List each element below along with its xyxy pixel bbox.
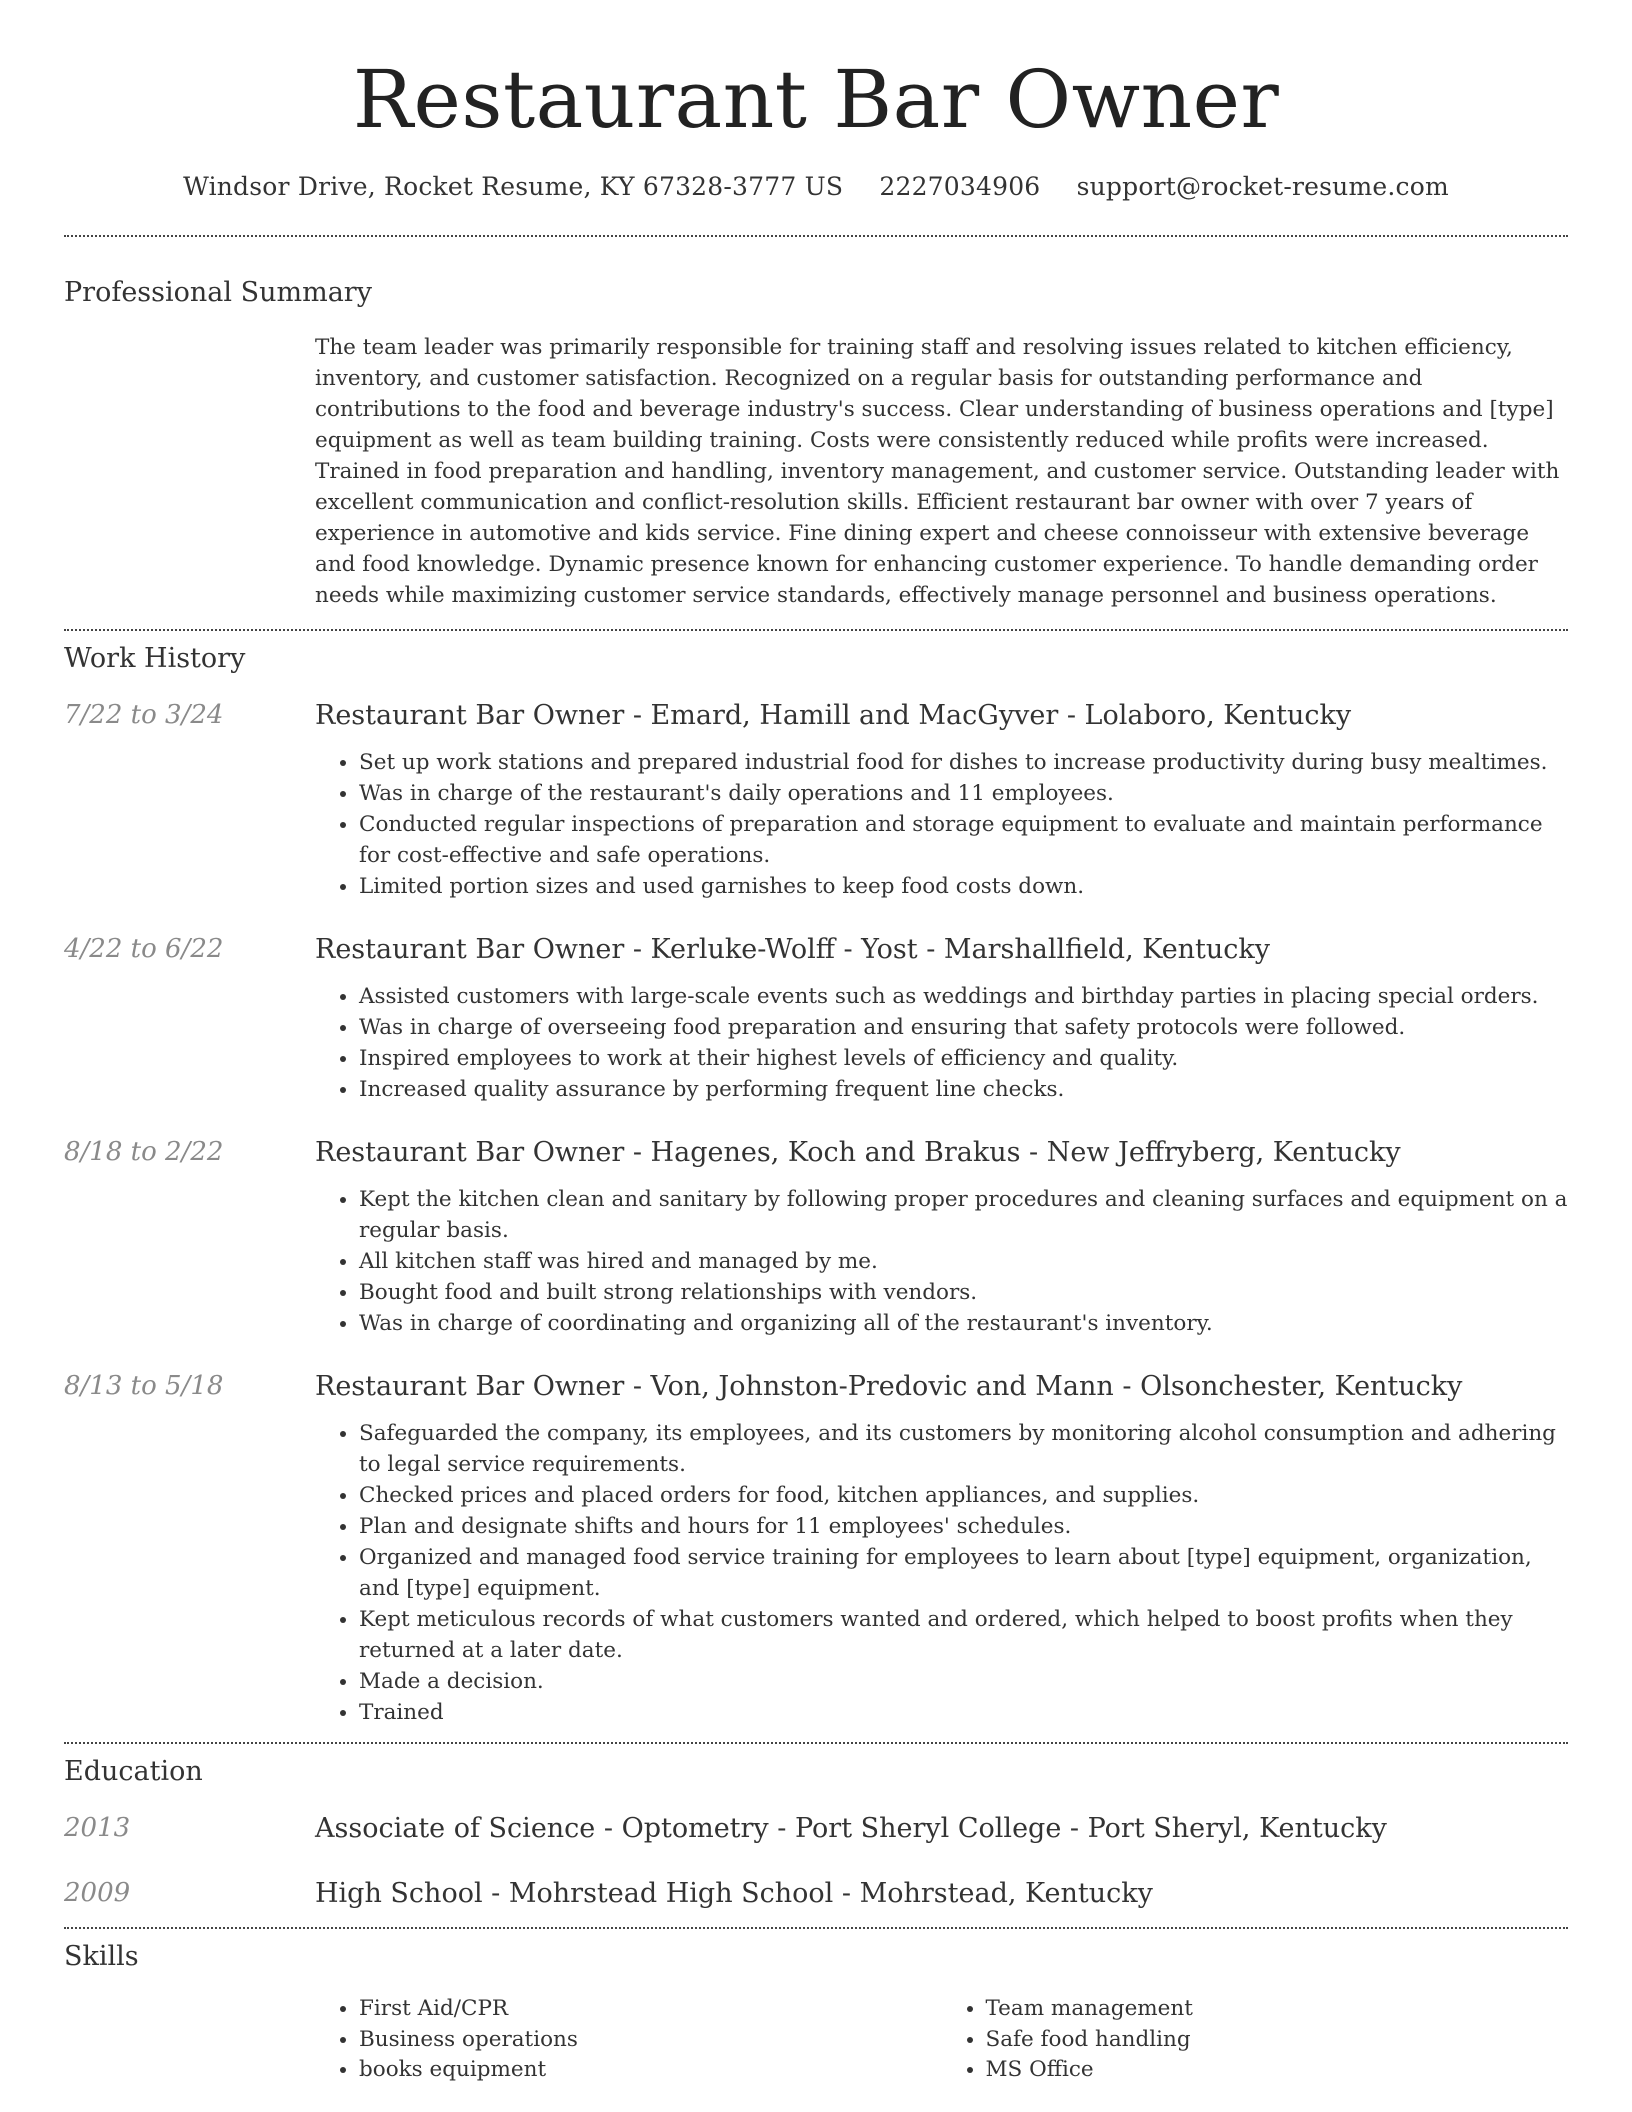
education-year: 2013	[64, 1813, 131, 1843]
education-heading: High School - Mohrstead High School - Mohrstead, Kentucky	[315, 1878, 1153, 1909]
list-item: • Kept the kitchen clean and sanitary by following proper procedures and cleaning surfaces and equipment on a regular basis.	[359, 1184, 1568, 1246]
work-history-title: Work History	[64, 643, 246, 674]
skill-item: • Safe food handling	[986, 2025, 1569, 2056]
job-bullets	[315, 981, 1568, 1105]
job-heading: Restaurant Bar Owner - Von, Johnston-Predovic and Mann - Olsonchester, Kentucky	[315, 1371, 1463, 1402]
skill-item: • First Aid/CPR	[359, 1994, 942, 2025]
divider	[64, 629, 1568, 631]
job-dates: 8/18 to 2/22	[64, 1137, 224, 1167]
list-item: • Was in charge of coordinating and organizing all of the restaurant's inventory.	[359, 1308, 1568, 1339]
job-bullets	[315, 747, 1568, 902]
list-item: • Bought food and built strong relationships with vendors.	[359, 1277, 1568, 1308]
list-item: • Checked prices and placed orders for food, kitchen appliances, and supplies.	[359, 1480, 1568, 1511]
list-item: • All kitchen staff was hired and managed by me.	[359, 1246, 1568, 1277]
education-entry	[64, 1878, 1568, 1909]
divider	[64, 1927, 1568, 1929]
list-item: • Conducted regular inspections of preparation and storage equipment to evaluate and maintain performance for cost-effective and safe operations.	[359, 809, 1568, 871]
list-item: • Organized and managed food service training for employees to learn about [type] equipment, organization, and [type] equipment.	[359, 1542, 1568, 1604]
education-heading: Associate of Science - Optometry - Port Sheryl College - Port Sheryl, Kentucky	[315, 1813, 1387, 1844]
job-dates: 7/22 to 3/24	[64, 700, 224, 730]
skill-item: • Business operations	[359, 2025, 942, 2056]
job-entry	[64, 934, 1568, 1105]
list-item: • Kept meticulous records of what customers wanted and ordered, which helped to boost profits when they returned at a later date.	[359, 1604, 1568, 1666]
list-item: • Plan and designate shifts and hours for 11 employees' schedules.	[359, 1511, 1568, 1542]
phone: 2227034906	[879, 172, 1041, 201]
education-year: 2009	[64, 1878, 131, 1908]
skill-item: • MS Office	[986, 2055, 1569, 2086]
work-history-section	[64, 643, 1568, 1728]
education-section	[64, 1756, 1568, 1909]
list-item: • Was in charge of the restaurant's daily operations and 11 employees.	[359, 778, 1568, 809]
list-item: • Assisted customers with large-scale events such as weddings and birthday parties in placing special orders.	[359, 981, 1568, 1012]
address: Windsor Drive, Rocket Resume, KY 67328-3777 US	[183, 172, 844, 201]
job-entry	[64, 1371, 1568, 1728]
list-item: • Was in charge of overseeing food preparation and ensuring that safety protocols were followed.	[359, 1012, 1568, 1043]
job-dates: 4/22 to 6/22	[64, 934, 224, 964]
skills-column	[315, 1994, 942, 2086]
list-item: • Trained	[359, 1697, 1568, 1728]
job-dates: 8/13 to 5/18	[64, 1371, 224, 1401]
skills-title: Skills	[64, 1941, 139, 1972]
divider	[64, 1742, 1568, 1744]
resume-header	[64, 0, 1568, 201]
job-heading: Restaurant Bar Owner - Kerluke-Wolff - Yost - Marshallfield, Kentucky	[315, 934, 1271, 965]
education-title: Education	[64, 1756, 203, 1787]
list-item: • Limited portion sizes and used garnishes to keep food costs down.	[359, 871, 1568, 902]
job-entry	[64, 1137, 1568, 1339]
education-entry	[64, 1813, 1568, 1844]
list-item: • Safeguarded the company, its employees, and its customers by monitoring alcohol consumption and adhering to legal service requirements.	[359, 1418, 1568, 1480]
skills-column	[942, 1994, 1569, 2086]
list-item: • Set up work stations and prepared industrial food for dishes to increase productivity during busy mealtimes.	[359, 747, 1568, 778]
summary-section	[64, 277, 1568, 611]
summary-text: The team leader was primarily responsible for training staff and resolving issues related to kitchen efficiency, inventory, and customer satisfaction. Recognized on a regular basis for outstanding performance and contributions to the food and beverage industry's success. Clear understanding of business operations and [type] equipment as well as team building training. Costs were consistently reduced while profits were increased. Trained in food preparation and handling, inventory management, and customer service. Outstanding leader with excellent communication and conflict-resolution skills. Efficient restaurant bar owner with over 7 years of experience in automotive and kids service. Fine dining expert and cheese connoisseur with extensive beverage and food knowledge. Dynamic presence known for enhancing customer experience. To handle demanding order needs while maximizing customer service standards, effectively manage personnel and business operations.	[315, 335, 1560, 608]
candidate-name: Restaurant Bar Owner	[352, 53, 1280, 146]
skills-list	[315, 1994, 1568, 2086]
job-bullets	[315, 1418, 1568, 1728]
skills-section	[64, 1941, 1568, 2086]
email: support@rocket-resume.com	[1076, 172, 1449, 201]
job-heading: Restaurant Bar Owner - Hagenes, Koch and Brakus - New Jeffryberg, Kentucky	[315, 1137, 1401, 1168]
divider	[64, 235, 1568, 237]
list-item: • Made a decision.	[359, 1666, 1568, 1697]
job-heading: Restaurant Bar Owner - Emard, Hamill and MacGyver - Lolaboro, Kentucky	[315, 700, 1352, 731]
job-entry	[64, 700, 1568, 902]
skill-item: • books equipment	[359, 2055, 942, 2086]
skill-item: • Team management	[986, 1994, 1569, 2025]
summary-title: Professional Summary	[64, 277, 372, 308]
list-item: • Inspired employees to work at their highest levels of efficiency and quality.	[359, 1043, 1568, 1074]
job-bullets	[315, 1184, 1568, 1339]
list-item: • Increased quality assurance by performing frequent line checks.	[359, 1074, 1568, 1105]
contact-line	[64, 172, 1568, 201]
